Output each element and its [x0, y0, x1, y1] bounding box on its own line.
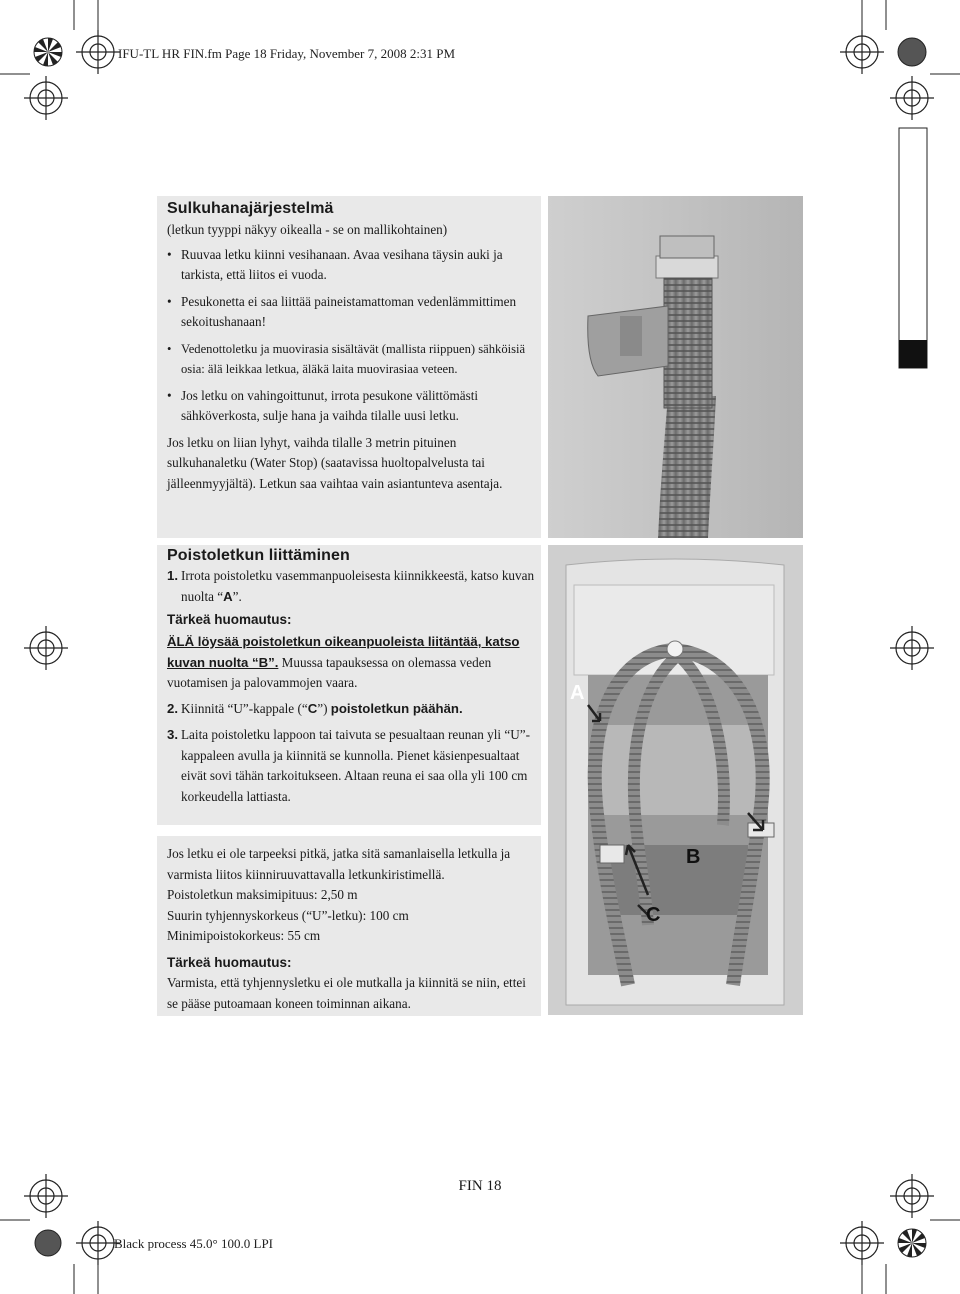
step-3: 3. Laita poistoletku lappoon tai taivuta se pesualtaan reunan yli “U”-kappaleen avulla ja kiinnitä se kunnolla. Pienet käsienpesualtaat eivät sovi tähän tarkoitukseen. Altaan reuna ei saa olla yli 100 cm korkeudella lattiasta.: [167, 727, 530, 804]
bullet-item: • Vedenottoletku ja muovirasia sisältävät (mallista riippuen) sähköisiä osia: älä leikkaa letkua, äläkä laita muovirasiaa veteen.: [167, 339, 535, 380]
step-1: 1. Irrota poistoletku vasemmanpuoleisesta kiinnikkeestä, katso kuvan nuolta “A”.: [167, 568, 535, 604]
max-height-line: Suurin tyhjennyskorkeus (“U”-letku): 100 cm: [167, 907, 409, 923]
drain-hose-panel: [157, 545, 541, 825]
bullet-item: • Pesukonetta ei saa liittää paineistamattoman vedenlämmittimen sekoitushanaan!: [167, 292, 535, 333]
page-number: FIN 18: [458, 1178, 502, 1194]
step-2: 2. Kiinnitä “U”-kappale (“C”) poistoletkun päähän.: [167, 699, 535, 720]
section-title-drain: Poistoletkun liittäminen: [167, 547, 350, 564]
print-header: IFU-TL HR FIN.fm Page 18 Friday, November 7, 2008 2:31 PM: [118, 46, 456, 61]
step-number: 2.: [167, 700, 178, 716]
water-stop-hose-photo: [548, 196, 803, 538]
photo-label-a: A: [570, 682, 585, 704]
bullet-item: • Jos letku on vahingoittunut, irrota pesukone välittömästi sähköverkosta, sulje hana ja vaihda tilalle uusi letku.: [167, 386, 535, 427]
note-text: Varmista, että tyhjennysletku ei ole mutkalla ja kiinnitä se niin, ettei se pääse putoamaan koneen toiminnan aikana.: [167, 975, 526, 1011]
important-note-heading: Tärkeä huomautus:: [167, 954, 292, 970]
bullet-item: • Ruuvaa letku kiinni vesihanaan. Avaa vesihana täysin auki ja tarkista, että liitos ei vuoda.: [167, 245, 535, 286]
min-height-line: Minimipoistokorkeus: 55 cm: [167, 928, 321, 943]
shutoff-paragraph: Jos letku on liian lyhyt, vaihda tilalle 3 metrin pituinen sulkuhanaletku (Water Stop) (saatavissa huoltopalvelusta tai jälleenmyyjältä). Letkun saa vaihtaa vain asiantunteva asentaja.: [167, 434, 503, 491]
extension-line: Jos letku ei ole tarpeeksi pitkä, jatka sitä samanlaisella letkulla ja varmista liitos kiinniruuvattavalla letkunkiristimellä.: [167, 846, 511, 882]
important-note-heading: Tärkeä huomautus:: [167, 612, 292, 627]
drain-hose-photo: [548, 545, 803, 1015]
section-subtitle: (letkun tyyppi näkyy oikealla - se on mallikohtainen): [167, 222, 448, 237]
section-title-shutoff: Sulkuhanajärjestelmä: [167, 200, 334, 217]
step-number: 1.: [167, 568, 178, 583]
photo-label-b: B: [686, 846, 701, 868]
shutoff-bullet-list: [167, 245, 535, 427]
extension-panel: [157, 836, 541, 1016]
photo-label-c: C: [646, 904, 661, 926]
warning-text: ÄLÄ löysää poistoletkun oikeanpuoleista liitäntää, katso kuvan nuolta “B”. Muussa tapauksessa on olemassa veden vuotamisen ja palovammojen vaara.: [167, 634, 520, 690]
print-footer: Black process 45.0° 100.0 LPI: [114, 1236, 274, 1251]
step-number: 3.: [167, 727, 178, 742]
shutoff-system-panel: [157, 196, 541, 538]
max-length-line: Poistoletkun maksimipituus: 2,50 m: [167, 887, 358, 902]
